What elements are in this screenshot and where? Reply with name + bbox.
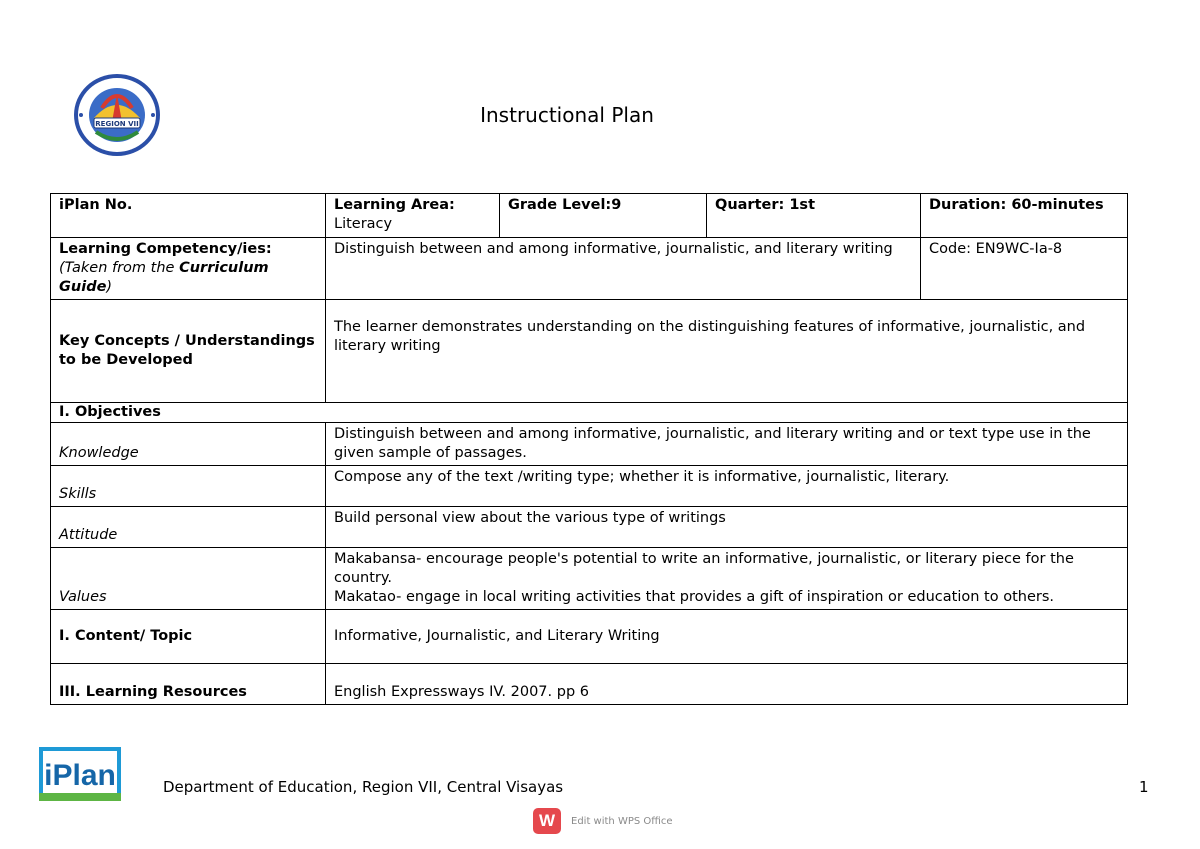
table-row [51, 507, 1128, 548]
attitude-label: Attitude [51, 507, 326, 548]
iplan-logo [39, 747, 121, 801]
footer-department: Department of Education, Region VII, Central Visayas [163, 778, 564, 796]
wps-edit-text: Edit with WPS Office [571, 815, 673, 827]
values-value [326, 548, 1128, 610]
competency-value-cell: Distinguish between and among informative, journalistic, and literary writing [326, 238, 921, 300]
competency-note-prefix: (Taken from the [59, 260, 180, 276]
table-row [51, 548, 1128, 610]
table-row [51, 300, 1128, 403]
resources-label: III. Learning Resources [51, 664, 326, 705]
competency-label: Learning Competency/ies: [59, 241, 272, 257]
table-row [51, 664, 1128, 705]
learning-area-label: Learning Area: [334, 197, 455, 213]
svg-text:iPlan: iPlan [44, 759, 116, 792]
wps-edit-link[interactable] [533, 808, 673, 834]
table-row [51, 194, 1128, 238]
attitude-value: Build personal view about the various type of writings [326, 507, 1128, 548]
values-line-makatao: Makatao- engage in local writing activities that provides a gift of inspiration or education to others. [334, 589, 1055, 605]
table-row [51, 466, 1128, 507]
key-concepts-label-cell: Key Concepts / Understandings to be Developed [51, 300, 326, 403]
values-line-makabansa: Makabansa- encourage people's potential to write an informative, journalistic, or literary piece for the country. [334, 551, 1074, 586]
competency-label-cell [51, 238, 326, 300]
page-title: Instructional Plan [480, 103, 654, 127]
content-label: I. Content/ Topic [51, 610, 326, 664]
table-row [51, 403, 1128, 423]
skills-label: Skills [51, 466, 326, 507]
duration-cell: Duration: 60-minutes [921, 194, 1128, 238]
table-row [51, 610, 1128, 664]
knowledge-value: Distinguish between and among informative, journalistic, and literary writing and or text type use in the given sample of passages. [326, 423, 1128, 466]
wps-office-icon: W [533, 808, 561, 834]
quarter-cell: Quarter: 1st [707, 194, 921, 238]
learning-area-value: Literacy [334, 216, 393, 232]
grade-level-cell: Grade Level:9 [500, 194, 707, 238]
instructional-plan-table [50, 193, 1128, 705]
skills-value: Compose any of the text /writing type; whether it is informative, journalistic, literary. [326, 466, 1128, 507]
values-label: Values [51, 548, 326, 610]
competency-note-bold: Curriculum Guide [59, 260, 269, 295]
competency-code-cell: Code: EN9WC-Ia-8 [921, 238, 1128, 300]
resources-value: English Expressways IV. 2007. pp 6 [326, 664, 1128, 705]
learning-area-cell [326, 194, 500, 238]
page-number: 1 [1139, 778, 1149, 796]
objectives-heading: I. Objectives [51, 403, 1128, 423]
key-concepts-value-cell: The learner demonstrates understanding on the distinguishing features of informative, journalistic, and literary writing [326, 300, 1128, 403]
iplan-no-cell: iPlan No. [51, 194, 326, 238]
knowledge-label: Knowledge [51, 423, 326, 466]
competency-note-suffix: ) [106, 279, 113, 295]
table-row [51, 238, 1128, 300]
svg-text:REGION VII: REGION VII [95, 120, 139, 128]
content-value: Informative, Journalistic, and Literary Writing [326, 610, 1128, 664]
table-row [51, 423, 1128, 466]
